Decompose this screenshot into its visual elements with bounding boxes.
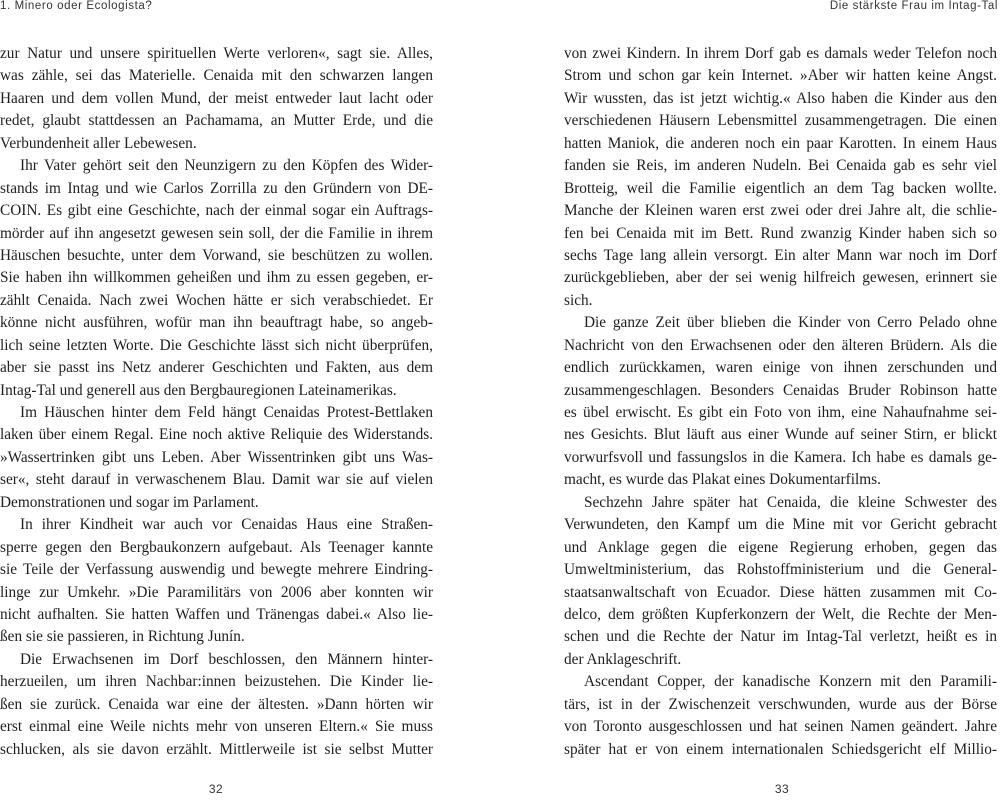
text-line: Verwundeten, den Kampf um die Mine mit vor Gericht gebracht — [564, 516, 997, 534]
text-line: In ihrer Kindheit war auch vor Cenaidas Haus eine Straßen- — [20, 516, 433, 534]
text-line: staatsanwaltschaft von Ecuador. Diese hätten zusammen mit Co- — [564, 583, 997, 601]
text-line: erst einmal eine Weile nichts mehr von unseren Eltern.« Sie muss — [0, 718, 433, 736]
text-line: zurückgeblieben, aber der sei wenig hilfreich gewesen, erinnert sie — [564, 269, 997, 287]
text-line: Ascendant Copper, der kanadische Konzern mit den Paramili- — [584, 673, 997, 691]
text-line: endlich zurückkamen, waren einige von ihnen zerschunden und — [564, 359, 997, 377]
text-line: zählt Cenaida. Nach zwei Wochen hätte er sich verabschiedet. Er — [0, 291, 433, 309]
text-line: zusammengeschlagen. Besonders Cenaidas Bruder Robinson hatte — [564, 381, 997, 399]
text-line: nicht aufhalten. Sie hatten Waffen und Tränengas dabei.« Also lie- — [0, 605, 433, 623]
text-line: redet, glaubt stattdessen an Pachamama, an Mutter Erde, und die — [0, 112, 433, 130]
page-number-right: 33 — [774, 782, 790, 796]
text-line: Im Häuschen hinter dem Feld hängt Cenaidas Protest-Bettlaken — [20, 404, 433, 421]
text-line: COIN. Es gibt eine Geschichte, nach der einmal sogar ein Auftrags- — [0, 202, 433, 220]
text-line: ßen sie zurück. Cenaida war eine der ältesten. »Dann hörten wir — [0, 695, 433, 713]
text-line: von zwei Kindern. In ihrem Dorf gab es damals weder Telefon noch — [564, 45, 997, 62]
text-line: Brotteig, weil die Familie eigentlich an dem Tag backen wollte. — [564, 179, 997, 197]
text-line: sich. — [564, 291, 593, 309]
text-line: Wir wussten, das ist jetzt wichtig.« Also haben die Kinder aus den — [564, 89, 997, 107]
text-line: verschiedenen Häusern Lebensmittel zusammengetragen. Die einen — [564, 112, 997, 130]
text-line: es übel erwischt. Es gibt ein Foto von ihm, eine Nahaufnahme sei- — [564, 404, 997, 421]
text-line: von Toronto ausgeschlossen und hat seinen Namen geändert. Jahre — [564, 718, 997, 736]
text-line: Die Erwachsenen im Dorf beschlossen, den Männern hinter- — [20, 650, 433, 668]
text-line: Verbundenheit aller Lebewesen. — [0, 134, 197, 152]
text-line: Umweltministerium, das Rohstoffministerium und die General- — [564, 561, 997, 579]
text-line: fanden sie Reis, im anderen Nudeln. Bei Cenaida gab es sehr viel — [564, 157, 997, 175]
right-page-text — [564, 43, 997, 761]
text-line: Die ganze Zeit über blieben die Kinder von Cerro Pelado ohne — [584, 314, 997, 332]
text-line: stands im Intag und wie Carlos Zorrilla zu den Gründern von DE- — [0, 179, 433, 197]
text-line: macht, es wurde das Plakat eines Dokumentarfilms. — [564, 471, 881, 489]
text-line: Intag-Tal und generell aus den Bergbauregionen Lateinamerikas. — [0, 381, 397, 399]
text-line: lich seine letzten Worte. Die Geschichte lässt sich nicht überprüfen, — [0, 336, 433, 354]
text-line: fen bei Cenaida mit im Bett. Rund zwanzig Kinder haben sich so — [564, 224, 997, 242]
text-line: Sechzehn Jahre später hat Cenaida, die kleine Schwester des — [584, 493, 997, 511]
text-line: und Anklage gegen die eigene Regierung erhoben, gegen das — [564, 538, 997, 556]
text-line: zur Natur und unsere spirituellen Werte verloren«, sagt sie. Alles, — [0, 45, 433, 62]
text-line: Nachricht von den Erwachsenen oder den älteren Brüdern. Als die — [564, 336, 997, 354]
text-line: delco, dem größten Kupferkonzern der Welt, die Rechte der Men- — [564, 605, 997, 623]
text-line: Häuschen besuchte, unter dem Vorwand, sie beschützen zu wollen. — [0, 246, 433, 264]
page-number-left: 32 — [208, 782, 224, 796]
text-line: linge zur Umkehr. »Die Paramilitärs von 2006 aber konnten wir — [0, 583, 433, 601]
text-line: Haaren und dem vollen Mund, der meist entweder laut lacht oder — [0, 89, 433, 107]
text-line: schen und die Rechte der Natur im Intag-Tal verletzt, heißt es in — [564, 628, 997, 646]
text-line: schlucken, als sie davon erzählt. Mittlerweile ist sie selbst Mutter — [0, 740, 433, 758]
text-line: später hat er von einem internationalen Schiedsgericht elf Millio- — [564, 740, 997, 758]
text-line: vorwurfsvoll und fassungslos in die Kamera. Ich habe es damals ge- — [564, 448, 997, 466]
text-line: »Wassertrinken gibt uns Leben. Aber Wissentrinken gibt uns Was- — [0, 448, 433, 466]
text-line: sie Teile der Verfassung auswendig und bewegte mehrere Eindring- — [0, 561, 433, 579]
text-line: der Anklageschrift. — [564, 650, 682, 668]
text-line: könne nicht ausführen, wofür man ihn beauftragt habe, so angeb- — [0, 314, 433, 332]
text-line: Manche der Kleinen waren erst zwei oder drei Jahre alt, die schlie- — [564, 202, 997, 220]
text-line: tärs, ist in der Zwischenzeit verschwunden, wurde aus der Börse — [564, 695, 997, 713]
text-line: sechs Tage lang allein versorgt. Ein alter Mann war noch im Dorf — [564, 246, 997, 264]
text-line: ßen sie sie passieren, in Richtung Junín. — [0, 628, 245, 646]
text-line: was zähle, sei das Materielle. Cenaida mit den schwarzen langen — [0, 67, 433, 85]
text-line: mörder auf ihn angesetzt gewesen sein soll, der die Familie in ihrem — [0, 224, 433, 242]
text-line: sperre gegen den Bergbaukonzern aufgebaut. Als Teenager kannte — [0, 538, 433, 556]
text-line: Demonstrationen und sogar im Parlament. — [0, 493, 259, 511]
text-line: laken über einem Regal. Eine noch aktive Reliquie des Widerstands. — [0, 426, 433, 444]
text-line: Strom und schon gar kein Internet. »Aber wir hatten keine Angst. — [564, 67, 997, 85]
text-line: aber sie passt ins Netz anderer Geschichten und Fakten, aus dem — [0, 359, 433, 377]
running-head-section: Die stärkste Frau im Intag-Tal — [829, 0, 998, 12]
left-page-text — [0, 43, 433, 761]
running-head-chapter: 1. Minero oder Ecologista? — [0, 0, 153, 12]
text-line: hatten Maniok, die anderen noch ein paar Karotten. In einem Haus — [564, 134, 997, 152]
text-line: Ihr Vater gehört seit den Neunzigern zu den Köpfen des Wider- — [20, 157, 433, 175]
text-line: Sie haben ihn willkommen geheißen und ihm zu essen gegeben, er- — [0, 269, 433, 287]
text-line: ser«, steht darauf in verwaschenem Blau. Damit war sie auf vielen — [0, 471, 433, 489]
text-line: nes Gesichts. Blut läuft aus einer Wunde auf seiner Stirn, er blickt — [564, 426, 997, 444]
text-line: herzueilen, um ihren Nachbar:innen beizustehen. Die Kinder lie- — [0, 673, 433, 691]
